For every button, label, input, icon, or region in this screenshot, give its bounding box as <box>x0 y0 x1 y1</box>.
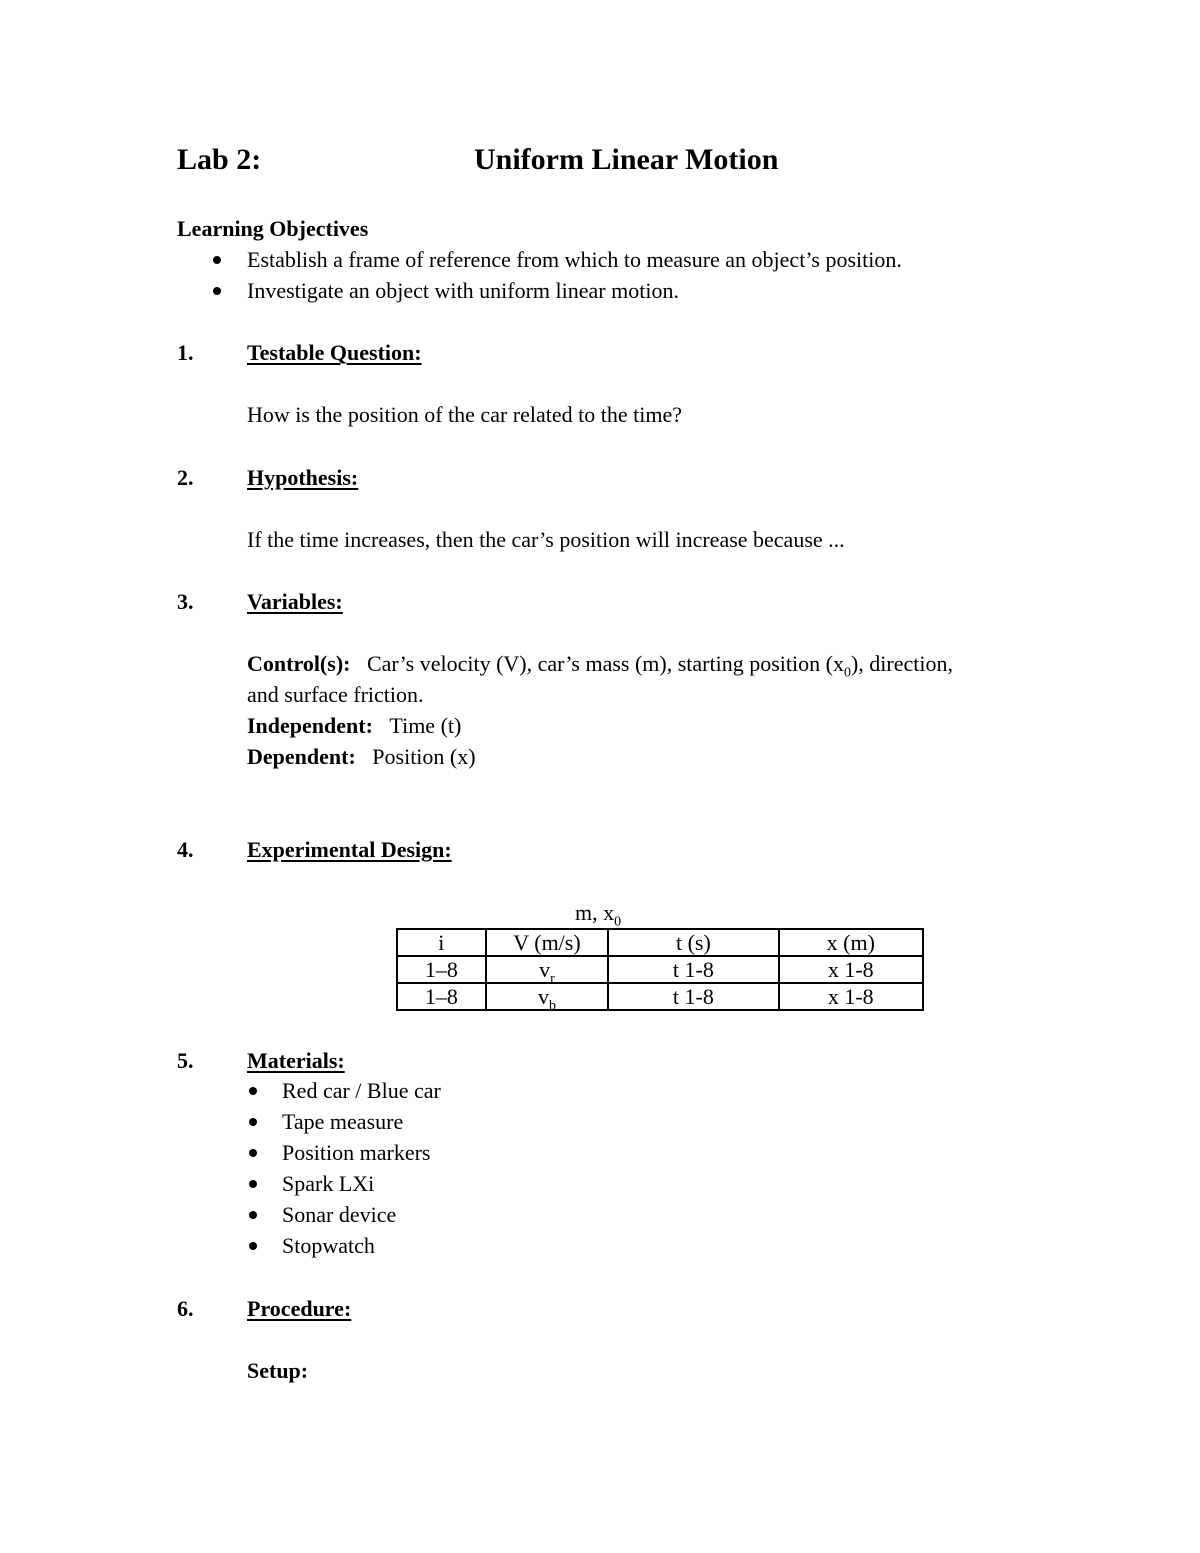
caption-text: m, x <box>575 900 615 925</box>
section-number: 6. <box>177 1296 194 1321</box>
experimental-design-heading: Experimental Design: <box>247 837 452 862</box>
velocity-symbol: v <box>539 956 551 982</box>
lab-number: Lab 2: <box>177 143 262 176</box>
dependent-line <box>247 744 476 770</box>
bullet-icon <box>249 1211 257 1219</box>
header-cell: t (s) <box>608 929 778 956</box>
objectives-heading: Learning Objectives <box>177 216 369 241</box>
section-number: 1. <box>177 340 194 365</box>
section-number: 4. <box>177 837 194 862</box>
bullet-icon <box>249 1180 257 1188</box>
control-text-end: ), direction, <box>850 651 953 676</box>
table-cell <box>486 956 609 986</box>
bullet-icon <box>249 1242 257 1250</box>
bullet-icon <box>249 1118 257 1126</box>
control-text: Car’s velocity (V), car’s mass (m), starting position (x <box>366 651 844 676</box>
table-cell: t 1-8 <box>608 956 778 983</box>
table-cell: t 1-8 <box>608 983 778 1010</box>
bullet-icon <box>213 287 221 295</box>
dependent-text: Position (x) <box>372 744 476 769</box>
variables-heading: Variables: <box>247 589 343 614</box>
velocity-symbol: v <box>537 983 549 1009</box>
control-line <box>247 651 953 681</box>
material-item: Red car / Blue car <box>282 1078 441 1103</box>
caption-subscript: 0 <box>614 914 622 930</box>
header-cell: V (m/s) <box>486 929 609 956</box>
section-number: 2. <box>177 465 194 490</box>
velocity-subscript: b <box>548 997 556 1013</box>
control-label: Control(s): <box>247 651 351 676</box>
experimental-design-table <box>396 928 924 1011</box>
testable-question-text: How is the position of the car related to the time? <box>247 402 682 427</box>
objective-item: Establish a frame of reference from which to measure an object’s position. <box>247 247 902 272</box>
material-item: Stopwatch <box>282 1233 375 1258</box>
hypothesis-text: If the time increases, then the car’s position will increase because ... <box>247 527 845 552</box>
bullet-icon <box>249 1149 257 1157</box>
bullet-icon <box>213 256 221 264</box>
header-cell: i <box>397 929 486 956</box>
independent-line <box>247 713 461 739</box>
material-item: Spark LXi <box>282 1171 375 1196</box>
section-number: 3. <box>177 589 194 614</box>
material-item: Position markers <box>282 1140 431 1165</box>
material-item: Sonar device <box>282 1202 397 1227</box>
setup-subheading: Setup: <box>247 1358 309 1383</box>
bullet-icon <box>249 1087 257 1095</box>
table-cell: 1–8 <box>397 956 486 983</box>
velocity-subscript: r <box>550 970 555 986</box>
table-header-row <box>397 929 923 956</box>
table-cell: x 1-8 <box>779 983 923 1010</box>
procedure-heading: Procedure: <box>247 1296 352 1321</box>
section-number: 5. <box>177 1048 194 1073</box>
page-title: Uniform Linear Motion <box>474 143 779 176</box>
objective-item: Investigate an object with uniform linear motion. <box>247 278 679 303</box>
control-subscript: 0 <box>843 665 851 681</box>
hypothesis-heading: Hypothesis: <box>247 465 359 490</box>
independent-label: Independent: <box>247 713 373 738</box>
table-row <box>397 956 923 983</box>
material-item: Tape measure <box>282 1109 404 1134</box>
table-cell: 1–8 <box>397 983 486 1010</box>
table-row <box>397 983 923 1010</box>
table-cell <box>486 983 609 1013</box>
table-cell: x 1-8 <box>779 956 923 983</box>
header-cell: x (m) <box>779 929 923 956</box>
testable-question-heading: Testable Question: <box>247 340 422 365</box>
control-line-2: and surface friction. <box>247 682 424 707</box>
materials-heading: Materials: <box>247 1048 345 1073</box>
independent-text: Time (t) <box>389 713 462 738</box>
table-caption <box>575 900 622 930</box>
dependent-label: Dependent: <box>247 744 356 769</box>
